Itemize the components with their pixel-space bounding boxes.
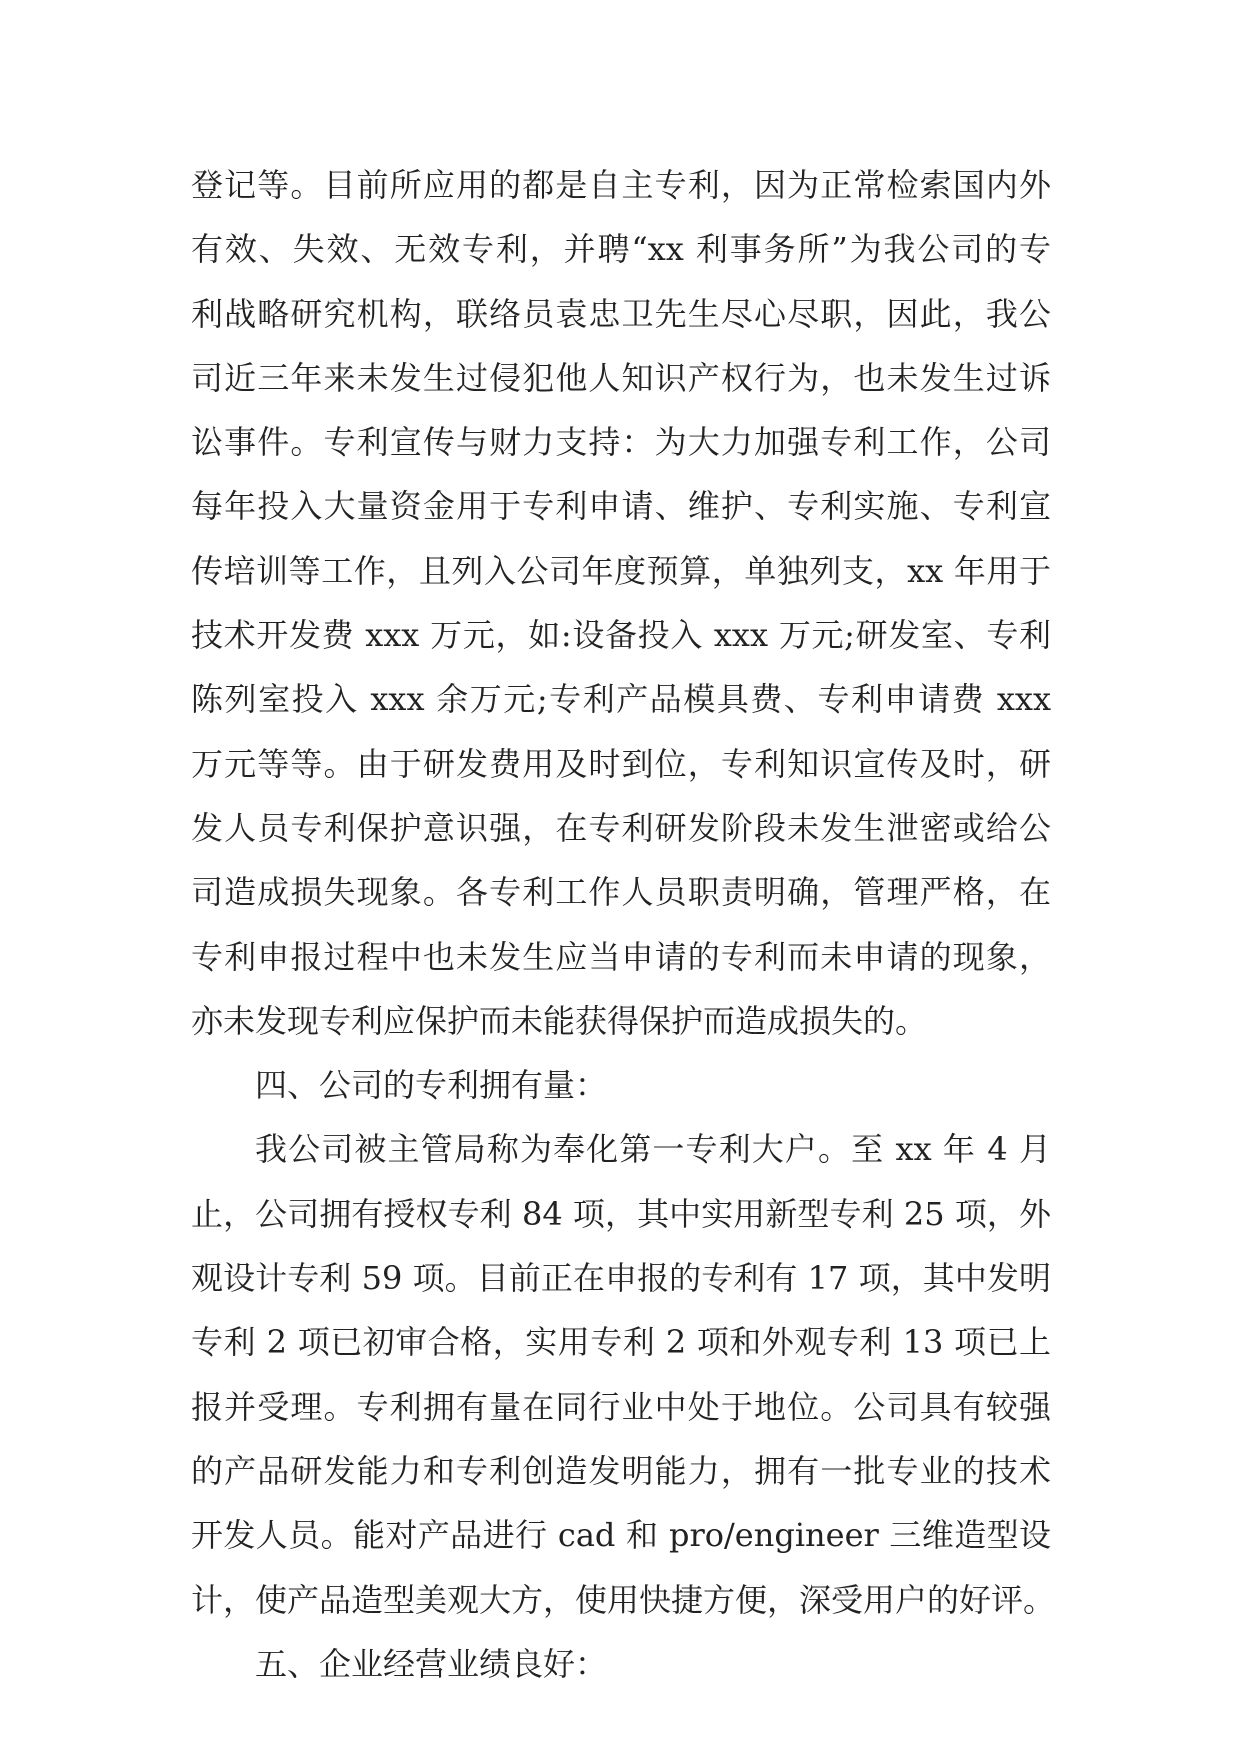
text-line: 有效、失效、无效专利，并聘“xx 利事务所”为我公司的专 [191, 230, 1051, 269]
text-line: 的产品研发能力和专利创造发明能力，拥有一批专业的技术 [191, 1451, 1051, 1490]
document-body [191, 153, 1056, 1696]
text-line: 技术开发费 xxx 万元，如:设备投入 xxx 万元;研发室、专利 [191, 616, 1051, 655]
text-line: 计，使产品造型美观大方，使用快捷方便，深受用户的好评。 [191, 1580, 1056, 1619]
section-heading-patent-holdings: 四、公司的专利拥有量： [255, 1066, 608, 1105]
text-line: 发人员专利保护意识强，在专利研发阶段未发生泄密或给公 [191, 808, 1051, 847]
text-line: 登记等。目前所应用的都是自主专利，因为正常检索国内外 [191, 166, 1051, 204]
text-line: 开发人员。能对产品进行 cad 和 pro/engineer 三维造型设 [191, 1516, 1051, 1555]
text-line: 万元等等。由于研发费用及时到位，专利知识宣传及时，研 [191, 744, 1051, 783]
text-line: 我公司被主管局称为奉化第一专利大户。至 xx 年 4 月 [255, 1130, 1051, 1169]
paragraph-patent-holdings [191, 1117, 1056, 1631]
text-line: 讼事件。专利宣传与财力支持：为大力加强专利工作，公司 [191, 423, 1051, 462]
text-line: 司近三年来未发生过侵犯他人知识产权行为，也未发生过诉 [191, 358, 1051, 397]
text-line: 专利 2 项已初审合格，实用专利 2 项和外观专利 13 项已上 [191, 1323, 1051, 1362]
text-line: 观设计专利 59 项。目前正在申报的专利有 17 项，其中发明 [191, 1259, 1051, 1298]
text-line: 陈列室投入 xxx 余万元;专利产品模具费、专利申请费 xxx [191, 680, 1051, 719]
text-line: 亦未发现专利应保护而未能获得保护而造成损失的。 [191, 1001, 928, 1040]
text-line: 传培训等工作，且列入公司年度预算，单独列支，xx 年用于 [191, 551, 1051, 590]
text-line: 报并受理。专利拥有量在同行业中处于地位。公司具有较强 [191, 1387, 1051, 1426]
text-line: 止，公司拥有授权专利 84 项，其中实用新型专利 25 项，外 [191, 1194, 1051, 1233]
paragraph-patent-management [191, 153, 1051, 1053]
text-line: 专利申报过程中也未发生应当申请的专利而未申请的现象， [191, 937, 1051, 976]
section-heading-business-performance: 五、企业经营业绩良好： [255, 1644, 608, 1683]
text-line: 利战略研究机构，联络员袁忠卫先生尽心尽职，因此，我公 [191, 294, 1051, 333]
text-line: 司造成损失现象。各专利工作人员职责明确，管理严格，在 [191, 873, 1051, 912]
text-line: 每年投入大量资金用于专利申请、维护、专利实施、专利宣 [191, 487, 1051, 526]
